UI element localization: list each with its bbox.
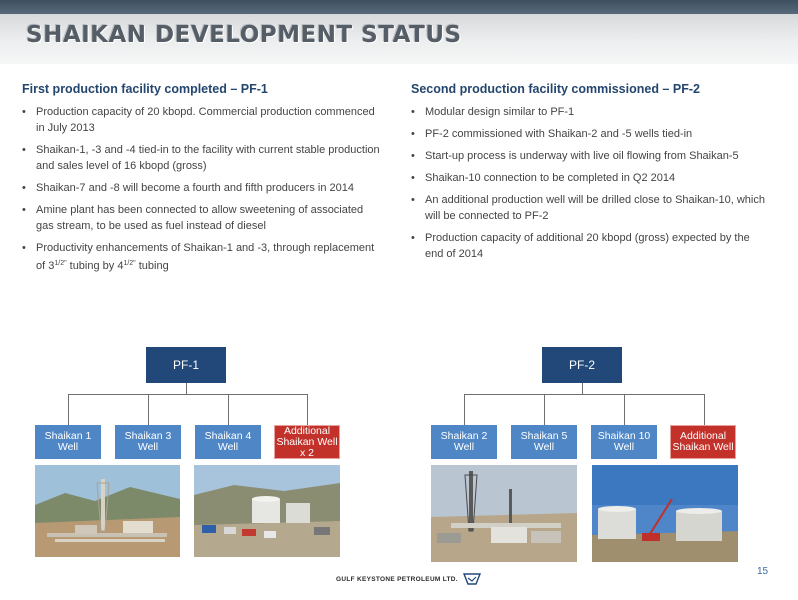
bullet-text: Modular design similar to PF-1 bbox=[425, 106, 575, 118]
connector-line bbox=[148, 394, 149, 425]
connector-line bbox=[464, 394, 465, 425]
bullet-icon: • bbox=[411, 172, 415, 184]
bullet-icon: • bbox=[411, 232, 415, 244]
list-item bbox=[411, 192, 771, 224]
list-item bbox=[22, 240, 382, 274]
bullet-text: Shaikan-1, -3 and -4 tied-in to the facility with current stable production and sales level of 16 kbopd (gross) bbox=[36, 144, 380, 172]
connector-line bbox=[582, 383, 583, 394]
bullet-text: Amine plant has been connected to allow sweetening of associated gas stream, to be used as fuel instead of diesel bbox=[36, 204, 364, 232]
list-item bbox=[411, 170, 771, 186]
right-column bbox=[411, 82, 771, 268]
connector-line bbox=[186, 383, 187, 394]
bullet-icon: • bbox=[411, 106, 415, 118]
right-heading: Second production facility commissioned – PF-2 bbox=[411, 82, 700, 96]
bullet-text: Shaikan-7 and -8 will become a fourth and fifth producers in 2014 bbox=[36, 182, 354, 194]
list-item bbox=[411, 104, 771, 120]
left-heading: First production facility completed – PF-1 bbox=[22, 82, 268, 96]
shaikan-2-well-box: Shaikan 2 Well bbox=[431, 425, 497, 459]
pf2-tanks-photo bbox=[592, 465, 738, 562]
connector-line bbox=[704, 394, 705, 425]
list-item bbox=[411, 126, 771, 142]
bullet-text: Production capacity of additional 20 kbopd (gross) expected by the end of 2014 bbox=[425, 232, 750, 260]
slide-title: SHAIKAN DEVELOPMENT STATUS bbox=[26, 22, 462, 48]
list-item bbox=[22, 202, 382, 234]
bullet-text: PF-2 commissioned with Shaikan-2 and -5 wells tied-in bbox=[425, 128, 693, 140]
right-bullet-list bbox=[411, 104, 771, 262]
bullet-icon: • bbox=[411, 150, 415, 162]
connector-line bbox=[228, 394, 229, 425]
bullet-icon: • bbox=[22, 204, 26, 216]
bullet-text: An additional production well will be drilled close to Shaikan-10, which will be connected to PF-2 bbox=[425, 194, 765, 222]
shaikan-1-well-box: Shaikan 1 Well bbox=[35, 425, 101, 459]
shaikan-5-well-box: Shaikan 5 Well bbox=[511, 425, 577, 459]
superscript: 1/2" bbox=[54, 260, 67, 267]
bullet-text: Productivity enhancements of Shaikan-1 and -3, through replacement of 3 bbox=[36, 242, 375, 272]
left-bullet-list bbox=[22, 104, 382, 274]
keystone-icon bbox=[462, 572, 482, 586]
top-band bbox=[0, 0, 798, 14]
bullet-text: tubing bbox=[135, 260, 169, 272]
list-item bbox=[22, 104, 382, 136]
list-item bbox=[22, 180, 382, 196]
pf2-box: PF-2 bbox=[542, 347, 622, 383]
superscript: 1/2" bbox=[123, 260, 136, 267]
connector-line bbox=[464, 394, 705, 395]
shaikan-3-well-box: Shaikan 3 Well bbox=[115, 425, 181, 459]
pf1-box: PF-1 bbox=[146, 347, 226, 383]
pf2-facility-photo bbox=[431, 465, 577, 562]
connector-line bbox=[68, 394, 308, 395]
bullet-icon: • bbox=[22, 144, 26, 156]
bullet-icon: • bbox=[22, 242, 26, 254]
connector-line bbox=[624, 394, 625, 425]
pf1-facility-photo bbox=[35, 465, 180, 557]
left-column bbox=[22, 82, 382, 280]
additional-well-box-pf1: Additional Shaikan Well x 2 bbox=[274, 425, 340, 459]
bullet-icon: • bbox=[411, 194, 415, 206]
list-item bbox=[411, 230, 771, 262]
bullet-text: Shaikan-10 connection to be completed in Q2 2014 bbox=[425, 172, 676, 184]
shaikan-10-well-box: Shaikan 10 Well bbox=[591, 425, 657, 459]
bullet-text: tubing by 4 bbox=[66, 260, 124, 272]
additional-well-box-pf2: Additional Shaikan Well bbox=[670, 425, 736, 459]
connector-line bbox=[68, 394, 69, 425]
shaikan-4-well-box: Shaikan 4 Well bbox=[195, 425, 261, 459]
company-logo bbox=[336, 572, 482, 586]
bullet-text: Production capacity of 20 kbopd. Commercial production commenced in July 2013 bbox=[36, 106, 375, 134]
connector-line bbox=[307, 394, 308, 425]
bullet-text: Start-up process is underway with live oil flowing from Shaikan-5 bbox=[425, 150, 739, 162]
bullet-icon: • bbox=[22, 182, 26, 194]
bullet-icon: • bbox=[411, 128, 415, 140]
list-item bbox=[411, 148, 771, 164]
pf1-tanks-photo bbox=[194, 465, 340, 557]
connector-line bbox=[544, 394, 545, 425]
company-name: GULF KEYSTONE PETROLEUM LTD. bbox=[336, 575, 458, 583]
bullet-icon: • bbox=[22, 106, 26, 118]
list-item bbox=[22, 142, 382, 174]
page-number: 15 bbox=[757, 566, 769, 577]
